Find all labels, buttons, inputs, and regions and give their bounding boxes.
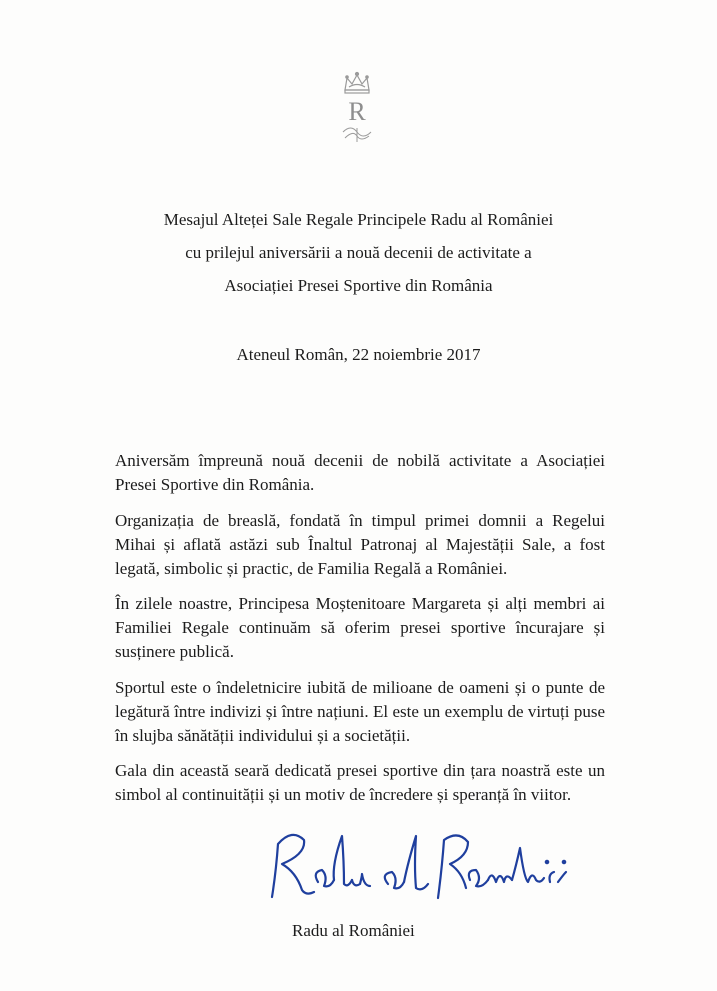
flourish-icon bbox=[343, 128, 371, 142]
monogram-letter: R bbox=[348, 97, 366, 126]
paragraph-5: Gala din această seară dedicată presei sportive din țara noastră este un simbol al continuității și un motiv de încredere și speranță în viitor. bbox=[115, 761, 605, 804]
signer-name: Radu al României bbox=[292, 921, 415, 940]
handwritten-signature bbox=[262, 822, 582, 922]
place-date: Ateneul Român, 22 noiembrie 2017 bbox=[236, 345, 481, 364]
paragraph-3: În zilele noastre, Principesa Moștenitoare Margareta și alți membri ai Familiei Regale continuăm să oferim presei sportive încurajare și susținere publică. bbox=[115, 594, 605, 661]
title-line-3: Asociației Presei Sportive din România bbox=[224, 276, 493, 295]
paragraph-4: Sportul este o îndeletnicire iubită de milioane de oameni și o punte de legătură între indivizi și între națiuni. El este un exemplu de virtuți puse în slujba sănătății individului și a societății. bbox=[115, 678, 605, 745]
paragraph-1: Aniversăm împreună nouă decenii de nobilă activitate a Asociației Presei Sportive din România. bbox=[115, 451, 605, 494]
title-line-2: cu prilejul aniversării a nouă decenii de activitate a bbox=[185, 243, 532, 262]
royal-monogram bbox=[333, 70, 381, 146]
title-line-1: Mesajul Alteței Sale Regale Principele Radu al României bbox=[163, 210, 554, 229]
crown-icon bbox=[345, 73, 369, 94]
paragraph-2: Organizația de breaslă, fondată în timpul primei domnii a Regelui Mihai și aflată astăzi sub Înaltul Patronaj al Majestății Sale, a fost legată, simbolic și practic, de Familia Regală a României. bbox=[115, 511, 605, 578]
